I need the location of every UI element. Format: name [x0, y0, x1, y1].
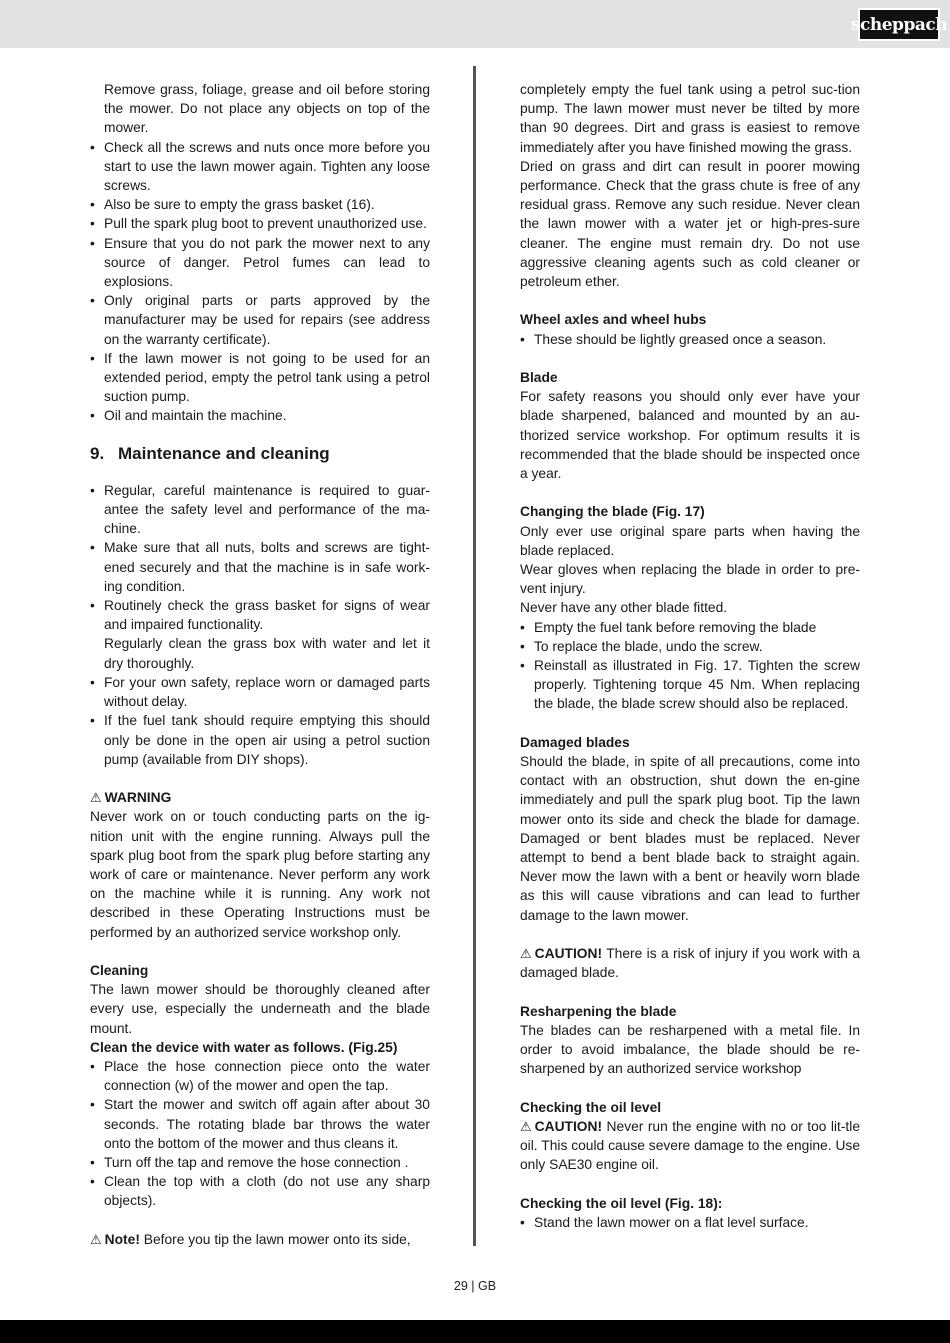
section-title: Maintenance and cleaning	[118, 443, 330, 463]
list-item: • Start the mower and switch off again after about 30 seconds. The rotating blade bar throws the water onto the bottom of the mower and thus cleans it.	[90, 1095, 430, 1153]
continued-text: completely empty the fuel tank using a petrol suc-tion pump. The lawn mower must never be tilted by more than 90 degrees. Dirt and grass is easiest to remove immediately after you have finished mowing the grass.	[520, 82, 860, 155]
change-blade-text-1: Only ever use original spare parts when having the blade replaced.	[520, 523, 860, 558]
change-blade-bullet-list	[520, 618, 860, 714]
oil-level-bullet-list	[520, 1213, 860, 1232]
maintenance-bullet-list	[90, 481, 430, 635]
maintenance-indent-text: Regularly clean the grass box with water and let it dry thoroughly.	[104, 636, 430, 671]
note-paragraph: ⚠ Note! Before you tip the lawn mower onto its side,	[90, 1230, 430, 1249]
warning-text: Never work on or touch conducting parts on the ig-nition unit with the engine running. Always pull the spark plug boot from the spark plug before starting any work of care or maintenance. Never perform any work on the machine while it is running. Any work not described in these Operating Instructions must be performed by an authorized service workshop only.	[90, 809, 430, 940]
intro-text: Remove grass, foliage, grease and oil before storing the mower. Do not place any objects on top of the mower.	[104, 82, 430, 136]
list-item: • For your own safety, replace worn or damaged parts without delay.	[90, 673, 430, 711]
brand-logo: scheppach	[858, 8, 940, 41]
dried-text: Dried on grass and dirt can result in poorer mowing performance. Check that the grass chute is free of any residual grass. Remove any such residue. Never clean the lawn mower with a water jet or high-pres-sure cleaner. The engine must remain dry. Do not use aggressive cleaning agents such as cold cleaner or petroleum ether.	[520, 158, 860, 290]
oil-level-heading: Checking the oil level	[520, 1099, 662, 1115]
wheel-heading: Wheel axles and wheel hubs	[520, 312, 707, 328]
list-item: • Regular, careful maintenance is required to guar-antee the safety level and performance of the ma-chine.	[90, 481, 430, 539]
footer-bar	[0, 1320, 950, 1343]
maintenance-bullet-list-2	[90, 673, 430, 769]
list-item: • Check all the screws and nuts once more before you start to use the lawn mower again. Tighten any loose screws.	[90, 138, 430, 196]
change-blade-heading: Changing the blade (Fig. 17)	[520, 504, 705, 520]
clean-water-heading: Clean the device with water as follows. (Fig.25)	[90, 1039, 398, 1055]
cleaning-text: The lawn mower should be thoroughly cleaned after every use, especially the underneath and the blade mount.	[90, 982, 430, 1036]
column-divider	[473, 66, 476, 1246]
blade-heading: Blade	[520, 370, 558, 386]
list-item: • If the lawn mower is not going to be used for an extended period, empty the petrol tank using a petrol suction pump.	[90, 349, 430, 407]
warning-triangle-icon: ⚠	[90, 790, 102, 806]
damaged-blades-text: Should the blade, in spite of all precautions, come into contact with an obstruction, shut down the en-gine immediately and pull the spark plug boot. Tip the lawn mower onto its side and check the blade for damage. Damaged or bent blades must be replaced. Never attempt to bend a bent blade back to straight again. Never mow the lawn with a bent or heavily worn blade as this will cause vibrations and can lead to further damage to the lawn mower.	[520, 754, 860, 923]
list-item: • Routinely check the grass basket for signs of wear and impaired functionality.	[90, 596, 430, 634]
section-heading	[90, 444, 430, 463]
page-number: 29 | GB	[453, 1279, 497, 1293]
list-item: • Turn off the tap and remove the hose connection .	[90, 1153, 430, 1172]
caution-paragraph-2: ⚠ CAUTION! Never run the engine with no or too lit-tle oil. This could cause severe damage to the engine. Use only SAE30 engine oil.	[520, 1118, 860, 1173]
warning-triangle-icon: ⚠	[520, 946, 532, 962]
list-item: • If the fuel tank should require emptying this should only be done in the open air using a petrol suction pump (available from DIY shops).	[90, 711, 430, 769]
caution-paragraph-1: ⚠ CAUTION! There is a risk of injury if you work with a damaged blade.	[520, 946, 860, 981]
warning-triangle-icon: ⚠	[90, 1231, 102, 1247]
list-item: • Pull the spark plug boot to prevent unauthorized use.	[90, 214, 430, 233]
cleaning-heading: Cleaning	[90, 962, 149, 978]
blade-text: For safety reasons you should only ever have your blade sharpened, balanced and mounted by an au-thorized service workshop. For optimum results it is recommended that the blade should be inspected once a year.	[520, 389, 860, 482]
list-item: • Stand the lawn mower on a flat level surface.	[520, 1213, 860, 1232]
list-item: • Place the hose connection piece onto the water connection (w) of the mower and open the tap.	[90, 1057, 430, 1095]
resharpening-text: The blades can be resharpened with a metal file. In order to avoid imbalance, the blade should be re-sharpened by an authorized service workshop	[520, 1022, 860, 1077]
cleaning-bullet-list	[90, 1057, 430, 1211]
list-item: • Oil and maintain the machine.	[90, 406, 430, 425]
left-column	[90, 80, 430, 1249]
list-item: • Only original parts or parts approved by the manufacturer may be used for repairs (see address on the warranty certificate).	[90, 291, 430, 349]
resharpening-heading: Resharpening the blade	[520, 1003, 677, 1019]
oil-level-fig-heading: Checking the oil level (Fig. 18):	[520, 1195, 723, 1211]
list-item: • Empty the fuel tank before removing the blade	[520, 618, 860, 637]
change-blade-text-2: Wear gloves when replacing the blade in order to pre-vent injury.	[520, 562, 860, 597]
list-item: • Make sure that all nuts, bolts and screws are tight-ened securely and that the machine is in safe work-ing condition.	[90, 538, 430, 596]
wheel-bullet-list	[520, 330, 860, 349]
list-item: • Reinstall as illustrated in Fig. 17. Tighten the screw properly. Tightening torque 45 Nm. When replacing the blade, the blade screw should also be replaced.	[520, 656, 860, 714]
right-column	[520, 80, 860, 1232]
warning-heading: ⚠ WARNING	[90, 788, 430, 807]
intro-bullet-list	[90, 138, 430, 426]
list-item: • To replace the blade, undo the screw.	[520, 637, 860, 656]
list-item: • Ensure that you do not park the mower next to any source of danger. Petrol fumes can lead to explosions.	[90, 234, 430, 292]
list-item: • These should be lightly greased once a season.	[520, 330, 860, 349]
change-blade-text-3: Never have any other blade fitted.	[520, 600, 728, 616]
header-bar	[0, 0, 950, 48]
damaged-blades-heading: Damaged blades	[520, 734, 630, 750]
warning-triangle-icon: ⚠	[520, 1118, 532, 1134]
section-number: 9.	[90, 443, 105, 463]
list-item: • Also be sure to empty the grass basket (16).	[90, 195, 430, 214]
list-item: • Clean the top with a cloth (do not use any sharp objects).	[90, 1172, 430, 1210]
